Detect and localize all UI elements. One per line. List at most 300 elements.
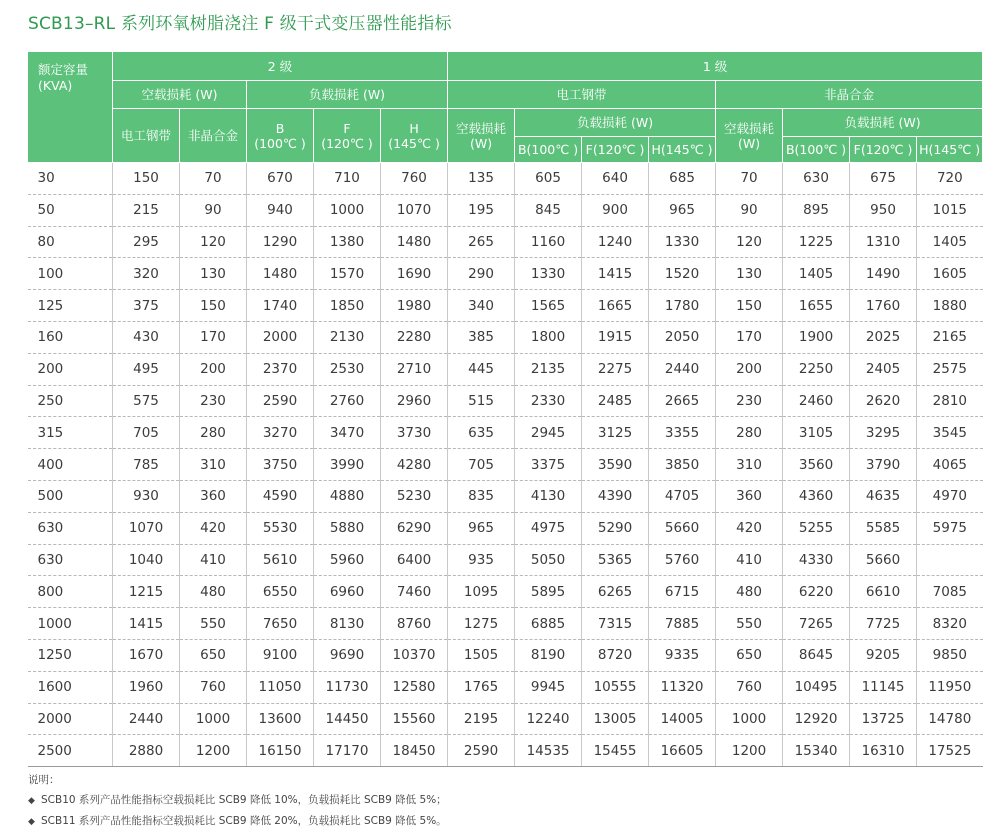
table-cell: 6610 — [850, 576, 917, 608]
table-cell: 1040 — [113, 544, 180, 576]
table-cell: 2620 — [850, 385, 917, 417]
table-cell: 670 — [247, 163, 314, 195]
header-g2-F-temp: (120℃ ) — [321, 135, 373, 151]
table-cell: 5530 — [247, 512, 314, 544]
table-cell: 575 — [113, 385, 180, 417]
table-cell: 8720 — [582, 639, 649, 671]
table-cell: 3590 — [582, 449, 649, 481]
table-cell: 3750 — [247, 449, 314, 481]
table-cell: 150 — [180, 290, 247, 322]
table-cell: 295 — [113, 226, 180, 258]
table-cell: 12240 — [515, 703, 582, 735]
table-cell: 630 — [783, 163, 850, 195]
table-cell: 13600 — [247, 703, 314, 735]
table-cell: 3355 — [649, 417, 716, 449]
table-cell: 5585 — [850, 512, 917, 544]
table-cell: 1095 — [448, 576, 515, 608]
table-row — [28, 703, 983, 735]
table-cell: 16605 — [649, 735, 716, 767]
table-cell: 17170 — [314, 735, 381, 767]
table-cell: 7885 — [649, 608, 716, 640]
table-cell: 710 — [314, 163, 381, 195]
table-cell: 685 — [649, 163, 716, 195]
table-cell: 12580 — [381, 671, 448, 703]
table-cell: 320 — [113, 258, 180, 290]
table-cell: 1780 — [649, 290, 716, 322]
table-cell: 7725 — [850, 608, 917, 640]
table-cell: 1570 — [314, 258, 381, 290]
table-cell: 675 — [850, 163, 917, 195]
table-cell: 195 — [448, 194, 515, 226]
table-cell: 900 — [582, 194, 649, 226]
table-row — [28, 226, 983, 258]
header-g1-amorphous: 非晶合金 — [716, 81, 983, 109]
capacity-cell: 2000 — [28, 703, 113, 735]
table-cell: 720 — [917, 163, 983, 195]
capacity-cell: 1600 — [28, 671, 113, 703]
table-cell: 5660 — [850, 544, 917, 576]
table-cell: 2000 — [247, 321, 314, 353]
table-cell: 1225 — [783, 226, 850, 258]
table-cell: 2130 — [314, 321, 381, 353]
table-cell: 760 — [716, 671, 783, 703]
table-cell: 15455 — [582, 735, 649, 767]
table-cell: 130 — [716, 258, 783, 290]
table-cell: 4880 — [314, 480, 381, 512]
table-cell: 290 — [448, 258, 515, 290]
table-cell: 1670 — [113, 639, 180, 671]
table-cell: 15560 — [381, 703, 448, 735]
table-cell: 2330 — [515, 385, 582, 417]
table-cell: 1915 — [582, 321, 649, 353]
table-header — [28, 52, 983, 163]
header-g1a-F: F(120℃ ) — [582, 137, 649, 163]
table-cell: 120 — [716, 226, 783, 258]
table-body — [28, 163, 983, 767]
header-g2-H — [381, 109, 448, 163]
notes-heading: 说明： — [28, 774, 60, 786]
table-row — [28, 512, 983, 544]
header-g1a-noload-unit: (W) — [469, 135, 493, 151]
table-row — [28, 544, 983, 576]
table-row — [28, 290, 983, 322]
header-g1a-noload-loss — [448, 109, 515, 163]
table-cell: 1200 — [180, 735, 247, 767]
table-cell: 280 — [180, 417, 247, 449]
table-cell: 3730 — [381, 417, 448, 449]
header-rated-capacity-unit: (KVA) — [38, 78, 73, 93]
table-cell: 200 — [716, 353, 783, 385]
table-cell: 8130 — [314, 608, 381, 640]
table-cell: 1160 — [515, 226, 582, 258]
header-g1a-noload-label: 空载损耗 — [456, 120, 507, 136]
table-cell: 15340 — [783, 735, 850, 767]
table-cell: 4975 — [515, 512, 582, 544]
table-cell: 1070 — [381, 194, 448, 226]
table-cell: 5895 — [515, 576, 582, 608]
table-cell: 1655 — [783, 290, 850, 322]
header-g2-H-letter: H — [409, 120, 419, 136]
table-cell: 1000 — [716, 703, 783, 735]
table-cell: 230 — [180, 385, 247, 417]
table-cell: 6715 — [649, 576, 716, 608]
table-cell: 965 — [448, 512, 515, 544]
table-cell: 18450 — [381, 735, 448, 767]
table-cell: 410 — [716, 544, 783, 576]
table-cell: 215 — [113, 194, 180, 226]
header-g1b-B: B(100℃ ) — [783, 137, 850, 163]
table-cell: 2165 — [917, 321, 983, 353]
table-cell: 1480 — [247, 258, 314, 290]
table-cell: 5365 — [582, 544, 649, 576]
capacity-cell: 800 — [28, 576, 113, 608]
table-cell: 5760 — [649, 544, 716, 576]
table-cell: 4635 — [850, 480, 917, 512]
table-cell: 2050 — [649, 321, 716, 353]
capacity-cell: 630 — [28, 544, 113, 576]
table-cell: 930 — [113, 480, 180, 512]
table-cell: 1565 — [515, 290, 582, 322]
table-cell: 550 — [716, 608, 783, 640]
table-cell: 2880 — [113, 735, 180, 767]
note-text: SCB11 系列产品性能指标空载损耗比 SCB9 降低 20%，负载损耗比 SCB9 降低 5%。 — [41, 815, 447, 827]
table-cell: 2405 — [850, 353, 917, 385]
table-cell: 7085 — [917, 576, 983, 608]
table-cell: 2280 — [381, 321, 448, 353]
table-cell: 9335 — [649, 639, 716, 671]
header-g1b-noload-unit: (W) — [737, 135, 761, 151]
table-cell: 8320 — [917, 608, 983, 640]
table-cell: 895 — [783, 194, 850, 226]
table-cell: 1405 — [783, 258, 850, 290]
header-grade-2: 2 级 — [113, 52, 448, 81]
table-cell: 130 — [180, 258, 247, 290]
table-cell: 5975 — [917, 512, 983, 544]
table-cell: 845 — [515, 194, 582, 226]
table-cell: 1000 — [180, 703, 247, 735]
table-cell: 265 — [448, 226, 515, 258]
table-cell: 1070 — [113, 512, 180, 544]
header-g1a-B: B(100℃ ) — [515, 137, 582, 163]
table-cell: 940 — [247, 194, 314, 226]
table-row — [28, 258, 983, 290]
table-row — [28, 163, 983, 195]
table-cell: 3125 — [582, 417, 649, 449]
table-cell: 605 — [515, 163, 582, 195]
notes — [28, 770, 447, 832]
header-g2-F — [314, 109, 381, 163]
table-cell: 1480 — [381, 226, 448, 258]
table-cell: 230 — [716, 385, 783, 417]
table-cell: 11145 — [850, 671, 917, 703]
table-cell: 650 — [716, 639, 783, 671]
table-cell: 5255 — [783, 512, 850, 544]
table-cell: 2440 — [113, 703, 180, 735]
table-cell: 480 — [180, 576, 247, 608]
note-item — [28, 790, 447, 811]
table-row — [28, 321, 983, 353]
table-cell: 410 — [180, 544, 247, 576]
table-cell: 8645 — [783, 639, 850, 671]
table-cell: 2960 — [381, 385, 448, 417]
table-cell: 3105 — [783, 417, 850, 449]
table-cell: 3295 — [850, 417, 917, 449]
table-cell: 3470 — [314, 417, 381, 449]
table-cell: 375 — [113, 290, 180, 322]
table-cell: 13725 — [850, 703, 917, 735]
table-cell: 2460 — [783, 385, 850, 417]
table-cell: 1520 — [649, 258, 716, 290]
table-cell: 760 — [381, 163, 448, 195]
table-cell: 90 — [180, 194, 247, 226]
table-cell: 6960 — [314, 576, 381, 608]
table-cell: 3560 — [783, 449, 850, 481]
table-cell: 17525 — [917, 735, 983, 767]
table-cell: 9850 — [917, 639, 983, 671]
table-cell: 340 — [448, 290, 515, 322]
table-cell: 640 — [582, 163, 649, 195]
table-cell: 10555 — [582, 671, 649, 703]
table-cell: 420 — [716, 512, 783, 544]
capacity-cell: 2500 — [28, 735, 113, 767]
header-g2-B-letter: B — [275, 120, 285, 136]
table-cell: 2710 — [381, 353, 448, 385]
table-cell: 1690 — [381, 258, 448, 290]
table-cell: 705 — [448, 449, 515, 481]
header-g2-H-temp: (145℃ ) — [388, 135, 440, 151]
table-cell: 5230 — [381, 480, 448, 512]
header-g1b-load-loss: 负载损耗 (W) — [783, 109, 983, 137]
table-cell: 1000 — [314, 194, 381, 226]
table-cell: 835 — [448, 480, 515, 512]
capacity-cell: 400 — [28, 449, 113, 481]
table-cell: 4970 — [917, 480, 983, 512]
header-g1b-H: H(145℃ ) — [917, 137, 983, 163]
table-cell: 635 — [448, 417, 515, 449]
table-cell: 1960 — [113, 671, 180, 703]
table-cell: 70 — [180, 163, 247, 195]
table-cell: 2025 — [850, 321, 917, 353]
table-cell: 2945 — [515, 417, 582, 449]
table-cell: 6220 — [783, 576, 850, 608]
table-cell: 4590 — [247, 480, 314, 512]
table-cell: 9945 — [515, 671, 582, 703]
table-row — [28, 671, 983, 703]
header-g2-si-steel: 电工钢带 — [113, 109, 180, 163]
table-cell: 515 — [448, 385, 515, 417]
header-rated-capacity-label: 额定容量 — [38, 62, 89, 77]
header-g2-amorphous: 非晶合金 — [180, 109, 247, 163]
table-cell: 5660 — [649, 512, 716, 544]
header-grade-1: 1 级 — [448, 52, 983, 81]
table-row — [28, 608, 983, 640]
note-item — [28, 811, 447, 832]
table-cell: 280 — [716, 417, 783, 449]
table-cell: 1215 — [113, 576, 180, 608]
capacity-cell: 80 — [28, 226, 113, 258]
table-cell: 1760 — [850, 290, 917, 322]
table-cell: 4390 — [582, 480, 649, 512]
table-cell: 1405 — [917, 226, 983, 258]
table-cell: 1765 — [448, 671, 515, 703]
table-cell: 4280 — [381, 449, 448, 481]
table-cell: 1490 — [850, 258, 917, 290]
table-cell: 1290 — [247, 226, 314, 258]
table-cell: 5960 — [314, 544, 381, 576]
table-cell: 360 — [716, 480, 783, 512]
table-cell: 14005 — [649, 703, 716, 735]
table-cell: 11950 — [917, 671, 983, 703]
header-rated-capacity — [28, 52, 113, 163]
table-cell: 4360 — [783, 480, 850, 512]
table-row — [28, 385, 983, 417]
capacity-cell: 1250 — [28, 639, 113, 671]
table-cell: 2590 — [448, 735, 515, 767]
page-title: SCB13–RL 系列环氧树脂浇注 F 级干式变压器性能指标 — [28, 14, 452, 34]
table-cell: 1240 — [582, 226, 649, 258]
table-cell: 2370 — [247, 353, 314, 385]
table-cell: 5610 — [247, 544, 314, 576]
table-row — [28, 639, 983, 671]
table-cell: 4065 — [917, 449, 983, 481]
table-cell: 2440 — [649, 353, 716, 385]
table-cell: 760 — [180, 671, 247, 703]
header-g1a-load-loss: 负载损耗 (W) — [515, 109, 716, 137]
table-cell: 2195 — [448, 703, 515, 735]
table-cell: 2250 — [783, 353, 850, 385]
table-cell: 2275 — [582, 353, 649, 385]
table-cell: 1605 — [917, 258, 983, 290]
table-cell: 2665 — [649, 385, 716, 417]
header-g1a-H: H(145℃ ) — [649, 137, 716, 163]
table-cell: 6265 — [582, 576, 649, 608]
table-cell: 14780 — [917, 703, 983, 735]
table-cell: 8190 — [515, 639, 582, 671]
table-cell: 150 — [113, 163, 180, 195]
table-cell: 3850 — [649, 449, 716, 481]
table-cell: 16310 — [850, 735, 917, 767]
table-cell: 7315 — [582, 608, 649, 640]
table-row — [28, 735, 983, 767]
table-row — [28, 417, 983, 449]
header-g1b-noload-loss — [716, 109, 783, 163]
table-cell: 1310 — [850, 226, 917, 258]
table-cell: 6290 — [381, 512, 448, 544]
table-cell: 2760 — [314, 385, 381, 417]
table-cell: 16150 — [247, 735, 314, 767]
table-cell: 935 — [448, 544, 515, 576]
capacity-cell: 100 — [28, 258, 113, 290]
table-cell: 90 — [716, 194, 783, 226]
table-cell: 950 — [850, 194, 917, 226]
table-cell: 5290 — [582, 512, 649, 544]
capacity-cell: 250 — [28, 385, 113, 417]
table-cell: 785 — [113, 449, 180, 481]
table-cell: 135 — [448, 163, 515, 195]
table-cell: 1850 — [314, 290, 381, 322]
table-cell: 6550 — [247, 576, 314, 608]
table-cell: 7460 — [381, 576, 448, 608]
capacity-cell: 160 — [28, 321, 113, 353]
header-g1-si-steel: 电工钢带 — [448, 81, 716, 109]
table-cell: 2590 — [247, 385, 314, 417]
table-cell: 385 — [448, 321, 515, 353]
table-cell: 11730 — [314, 671, 381, 703]
table-cell: 1505 — [448, 639, 515, 671]
table-cell: 2530 — [314, 353, 381, 385]
table-cell: 1330 — [515, 258, 582, 290]
performance-table — [27, 51, 983, 767]
header-g2-load-loss: 负载损耗 (W) — [247, 81, 448, 109]
table-cell: 11320 — [649, 671, 716, 703]
table-cell: 150 — [716, 290, 783, 322]
capacity-cell: 500 — [28, 480, 113, 512]
header-g2-F-letter: F — [343, 120, 351, 136]
table-cell: 3375 — [515, 449, 582, 481]
table-cell: 14535 — [515, 735, 582, 767]
table-cell: 495 — [113, 353, 180, 385]
table-row — [28, 353, 983, 385]
table-cell: 705 — [113, 417, 180, 449]
capacity-cell: 630 — [28, 512, 113, 544]
table-cell: 650 — [180, 639, 247, 671]
header-g2-noload-loss: 空载损耗 (W) — [113, 81, 247, 109]
table-cell: 1330 — [649, 226, 716, 258]
table-cell: 430 — [113, 321, 180, 353]
table-cell: 1800 — [515, 321, 582, 353]
table-cell: 1380 — [314, 226, 381, 258]
table-cell: 1900 — [783, 321, 850, 353]
note-text: SCB10 系列产品性能指标空载损耗比 SCB9 降低 10%，负载损耗比 SCB9 降低 5%； — [41, 794, 447, 806]
table-row — [28, 576, 983, 608]
table-cell: 11050 — [247, 671, 314, 703]
table-cell: 4330 — [783, 544, 850, 576]
table-cell: 120 — [180, 226, 247, 258]
table-cell: 6400 — [381, 544, 448, 576]
table-cell: 1980 — [381, 290, 448, 322]
table-cell: 3270 — [247, 417, 314, 449]
table-cell: 7650 — [247, 608, 314, 640]
table-cell: 1415 — [113, 608, 180, 640]
table-cell: 2810 — [917, 385, 983, 417]
table-cell: 1880 — [917, 290, 983, 322]
table-cell: 965 — [649, 194, 716, 226]
table-cell: 10370 — [381, 639, 448, 671]
header-g1b-F: F(120℃ ) — [850, 137, 917, 163]
header-g2-B-temp: (100℃ ) — [254, 135, 306, 151]
table-cell: 4705 — [649, 480, 716, 512]
table-cell: 1015 — [917, 194, 983, 226]
capacity-cell: 50 — [28, 194, 113, 226]
table-cell: 7265 — [783, 608, 850, 640]
table-cell: 360 — [180, 480, 247, 512]
table-cell: 1415 — [582, 258, 649, 290]
table-cell: 13005 — [582, 703, 649, 735]
table-cell: 3545 — [917, 417, 983, 449]
capacity-cell: 30 — [28, 163, 113, 195]
table-cell: 550 — [180, 608, 247, 640]
table-cell: 3990 — [314, 449, 381, 481]
table-cell: 1275 — [448, 608, 515, 640]
table-cell: 1740 — [247, 290, 314, 322]
table-cell: 310 — [716, 449, 783, 481]
table-cell: 70 — [716, 163, 783, 195]
table-cell: 10495 — [783, 671, 850, 703]
table-cell: 200 — [180, 353, 247, 385]
table-cell: 4130 — [515, 480, 582, 512]
table-cell: 310 — [180, 449, 247, 481]
diamond-bullet-icon: ◆ — [28, 796, 35, 806]
